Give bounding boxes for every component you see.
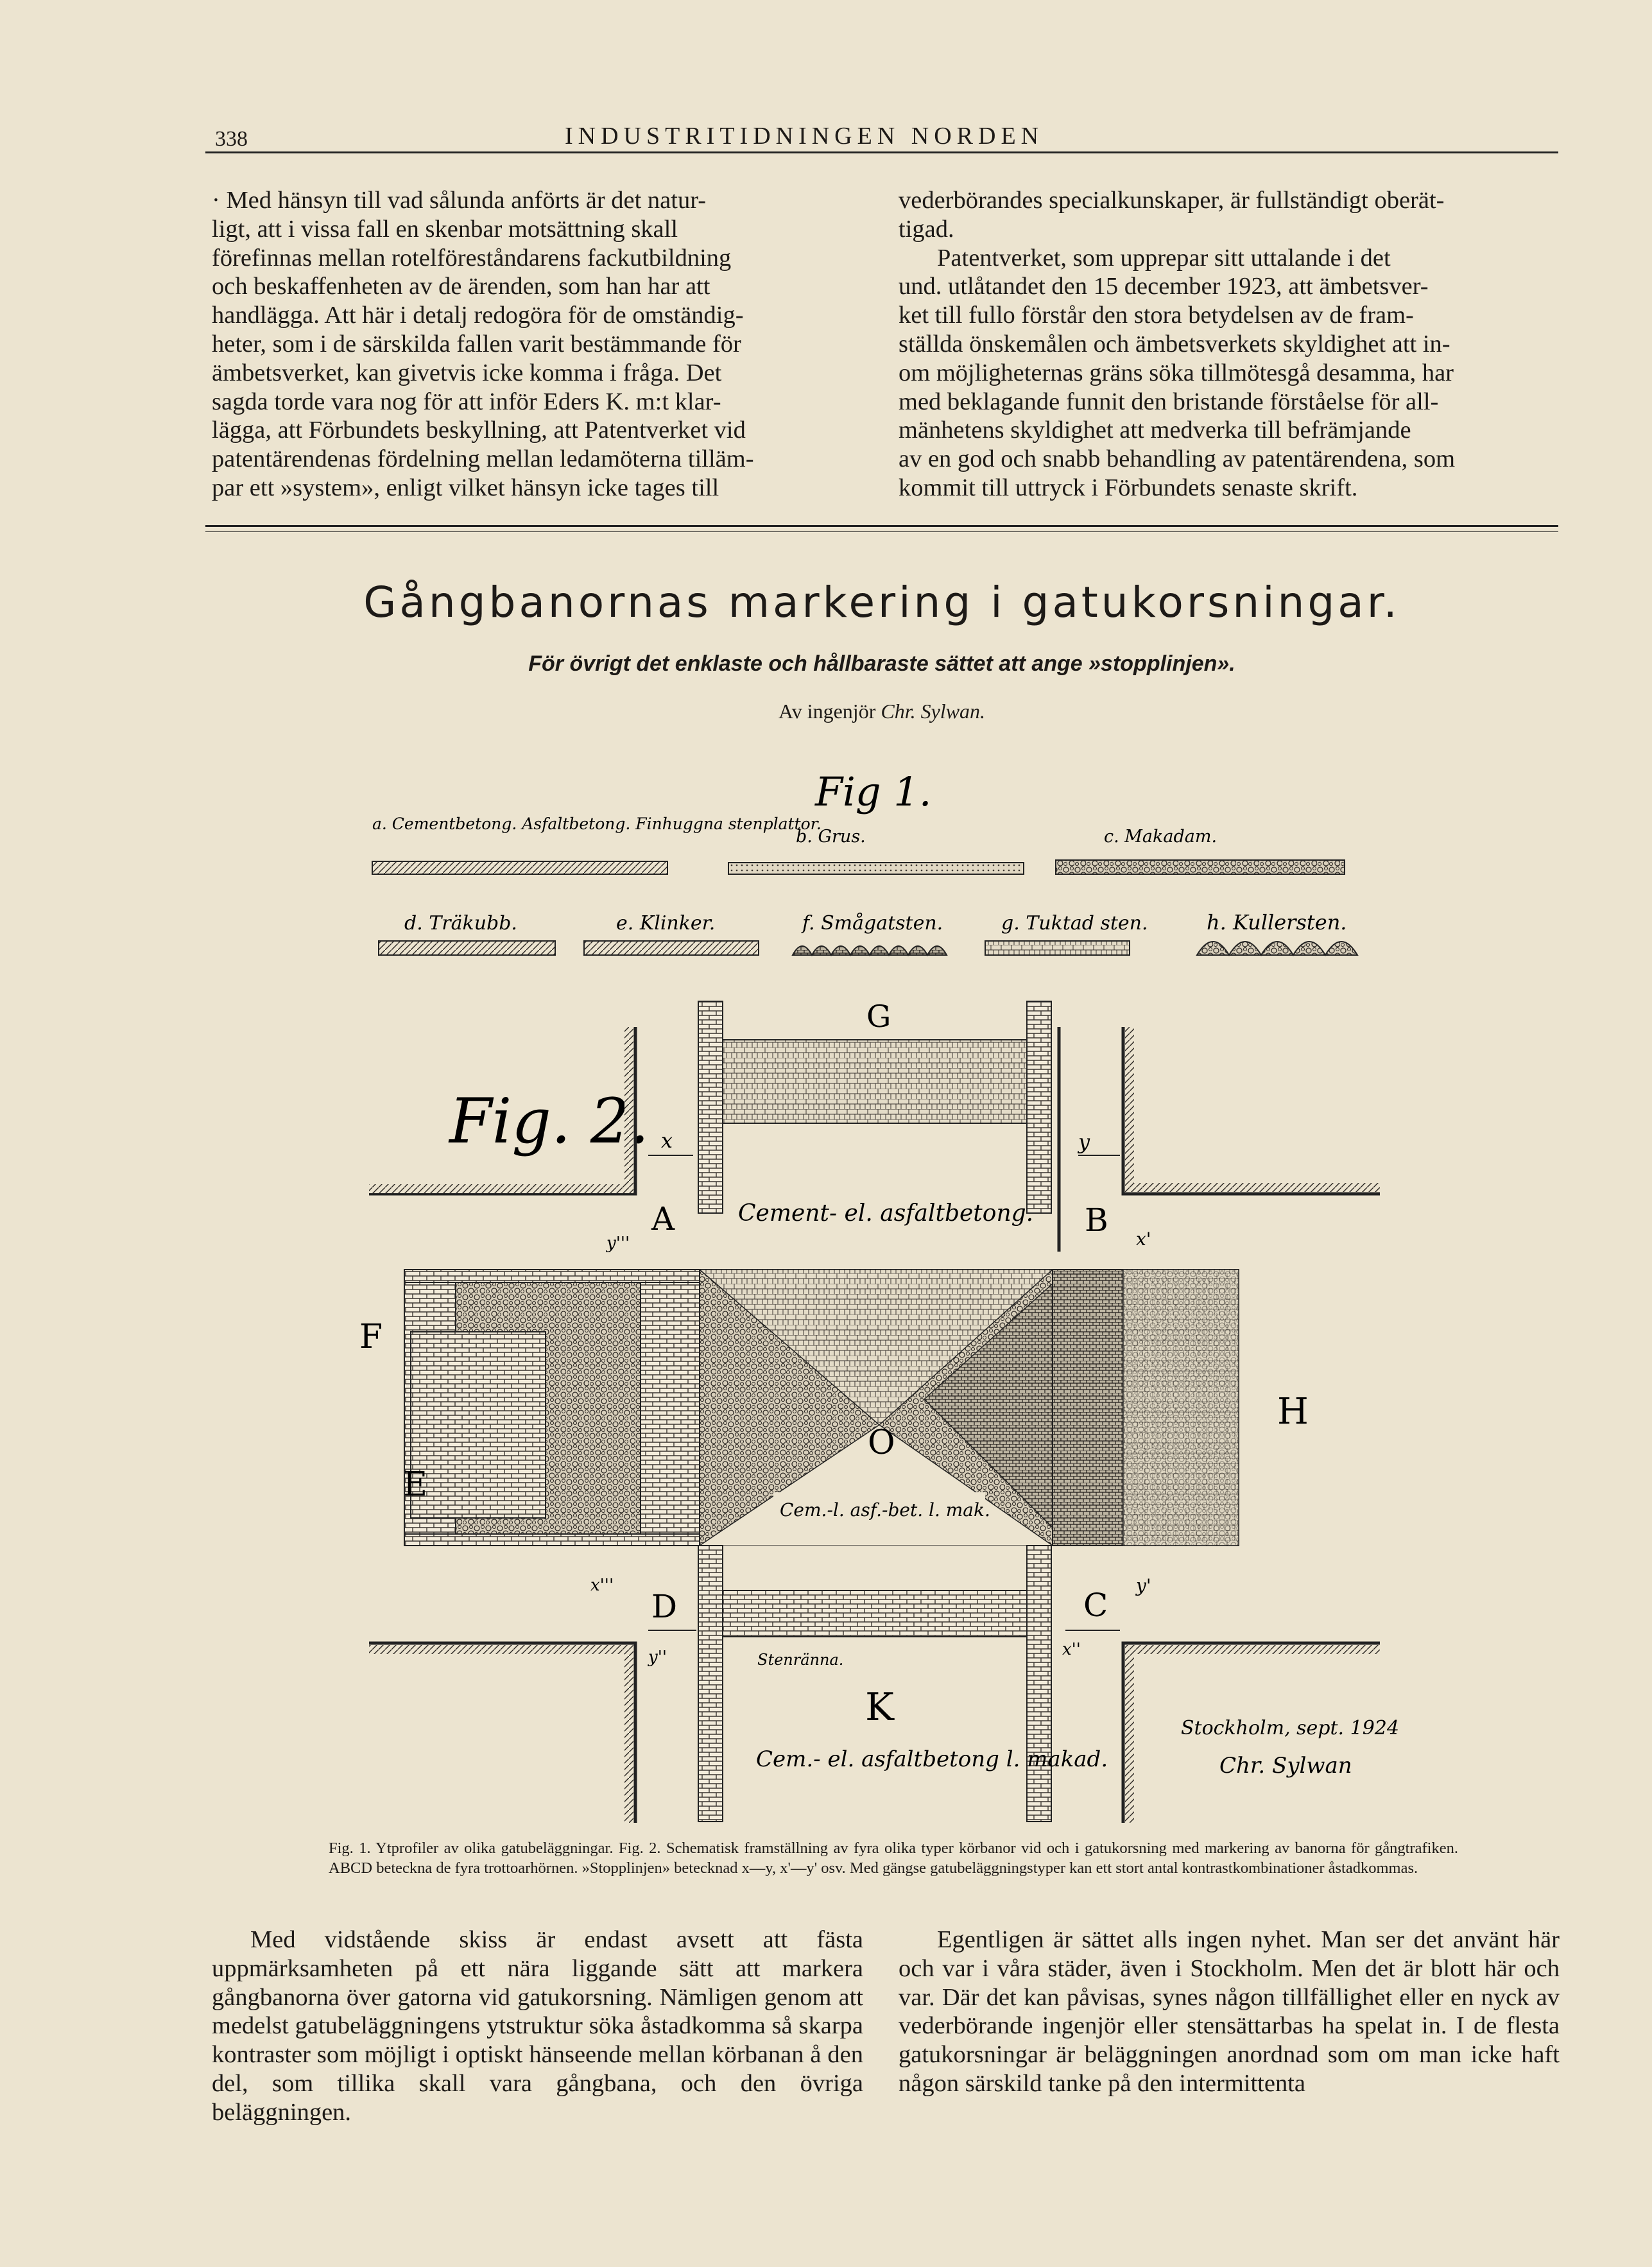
note-bottom: Cem.- el. asfaltbetong l. makad.: [756, 1746, 1108, 1772]
profile-g: [985, 941, 1130, 955]
signature-place-date: Stockholm, sept. 1924: [1181, 1717, 1399, 1739]
profile-d-label: d. Träkubb.: [404, 912, 517, 935]
bottom-left-column: Med vidstående skiss är endast avsett att fästa uppmärksamheten på ett nära liggande sätt att markera gångbanorna över gatorna vid gatukorsning. Nämligen genom att medelst gatubeläggningens ytstruktur söka åstadkomma så skarpa kontraster som möjligt i optiskt hänseende mellan körbanan å den del, som tillika skall vara gångbana, och den övriga beläggningen.: [212, 1926, 863, 2126]
corner-b-hatch: [1130, 1027, 1380, 1187]
mark-x1: x': [1136, 1228, 1151, 1250]
signature-name: Chr. Sylwan: [1219, 1753, 1352, 1779]
label-f: F: [359, 1318, 383, 1356]
mark-y3: y''': [607, 1234, 630, 1253]
running-title: INDUSTRITIDNINGEN NORDEN: [565, 123, 1044, 150]
gutter-g-right: [1027, 1001, 1051, 1213]
gutter-k-left: [698, 1546, 723, 1822]
fig2-label: Fig. 2.: [449, 1085, 650, 1157]
text-line: om möjligheternas gräns söka tillmötesgå desamma, har: [899, 359, 1454, 386]
profile-a: [372, 861, 667, 874]
profile-d: [379, 941, 555, 955]
crosswalk-bc: [1053, 1270, 1123, 1546]
text-line: kommit till uttryck i Förbundets senaste skrift.: [899, 474, 1358, 501]
text-line: patentärendenas fördelning mellan ledamöterna tilläm-: [212, 445, 754, 473]
profile-a-label: a. Cementbetong. Asfaltbetong. Finhuggna stenplattor.: [372, 815, 822, 833]
note-gutter: Stenränna.: [757, 1651, 844, 1669]
profile-c: [1056, 860, 1345, 874]
profile-b-label: b. Grus.: [796, 827, 866, 847]
text-line: med beklagande funnit den bristande förståelse för all-: [899, 388, 1439, 415]
mark-x: x: [661, 1128, 673, 1153]
text-line: förefinnas mellan rotelföreståndarens fackutbildning: [212, 244, 732, 272]
text-line: heter, som i de särskilda fallen varit bestämmande för: [212, 330, 741, 358]
gutter-k-right: [1027, 1546, 1051, 1822]
text-line: vederbörandes specialkunskaper, är fullständigt oberät-: [899, 187, 1445, 214]
note-top: Cement- el. asfaltbetong.: [738, 1200, 1034, 1227]
profile-e: [584, 941, 759, 955]
text-line: av en god och snabb behandling av patentärendena, som: [899, 445, 1456, 473]
profile-h-label: h. Kullersten.: [1207, 910, 1347, 935]
label-g: G: [866, 999, 891, 1035]
corner-d-hatch: [369, 1650, 629, 1823]
text-line: ket till fullo förstår den stora betydelsen av de fram-: [899, 302, 1414, 329]
label-k: K: [865, 1685, 894, 1730]
label-b: B: [1085, 1202, 1108, 1239]
mark-x3: x''': [590, 1576, 614, 1595]
text-line: par ett »system», enligt vilket hänsyn icke tages till: [212, 474, 719, 501]
bottom-right-column: Egentligen är sättet alls ingen nyhet. Man ser det använt här och var i våra städer, även i Stockholm. Men det är blott här och var. Där det kan påvisas, synes någon tillfällighet eller en nyck av vederbörande ingenjör eller stensättarbas ha spelat in. I de flesta gatukorsningar är beläggningen anordnad som om man icke haft någon särskild tanke på den intermittenta: [899, 1926, 1560, 2097]
label-e: E: [403, 1465, 427, 1504]
text-line: lägga, att Förbundets beskyllning, att Patentverket vid: [212, 417, 746, 444]
label-h: H: [1277, 1391, 1309, 1433]
street-e-inner: [411, 1332, 546, 1518]
figure-caption: Fig. 1. Ytprofiler av olika gatubeläggningar. Fig. 2. Schematisk framställning av fyra olika typer körbanor vid och i gatukorsning med markering av banorna för gångtrafiken. ABCD beteckna de fyra trottoarhörnen. »Stopplinjen» betecknad x—y, x'—y' osv. Med gängse gatubeläggningstyper kan ett stort antal kontrastkombinationer åstadkommas.: [329, 1840, 1458, 1877]
crosswalk-ad: [641, 1270, 700, 1546]
mark-y: y: [1078, 1130, 1090, 1154]
article-subtitle: För övrigt det enklaste och hållbaraste sättet att ange »stopplinjen».: [528, 651, 1235, 676]
gutter-fe-bottom: [404, 1534, 700, 1546]
gutter-fe-top: [404, 1270, 700, 1282]
byline-prefix: Av ingenjör: [778, 700, 876, 723]
text-line: och beskaffenheten av de ärenden, som han har att: [212, 273, 710, 300]
text-line: mänhetens skyldighet att medverka till befrämjande: [899, 417, 1411, 444]
gutter-g-left: [698, 1001, 723, 1213]
page-number: 338: [215, 127, 248, 151]
text-line: ligt, att i vissa fall en skenbar motsättning skall: [212, 215, 678, 243]
note-center: Cem.-l. asf.-bet. l. mak.: [780, 1499, 990, 1521]
corner-d-curb: [369, 1643, 635, 1823]
figure2-intersection: [359, 999, 1399, 1823]
profile-c-label: c. Makadam.: [1104, 827, 1217, 847]
mark-y1: y': [1136, 1575, 1151, 1596]
text-line: tigad.: [899, 215, 954, 243]
text-line: und. utlåtandet den 15 december 1923, att ämbetsver-: [899, 273, 1429, 300]
text-line: · Med hänsyn till vad sålunda anförts är det natur-: [212, 187, 707, 214]
text-line: sagda torde vara nog för att inför Eders K. m:t klar-: [212, 388, 721, 415]
profile-f: [793, 946, 947, 955]
profile-g-label: g. Tuktad sten.: [1001, 912, 1148, 935]
label-c: C: [1083, 1587, 1108, 1624]
g-cement-band: [723, 1040, 1027, 1123]
figure1-profiles: [372, 768, 1357, 955]
profile-f-label: f. Smågatsten.: [802, 912, 943, 935]
profile-e-label: e. Klinker.: [616, 912, 716, 935]
street-k: [698, 1546, 1051, 1822]
text-line: ämbetsverket, kan givetvis icke komma i fråga. Det: [212, 359, 722, 386]
mark-y2: y'': [648, 1648, 667, 1667]
profile-h: [1197, 942, 1357, 955]
fig1-label: Fig 1.: [815, 768, 932, 815]
crosswalk-dc: [723, 1590, 1027, 1637]
street-h-fill: [1123, 1270, 1239, 1546]
label-d: D: [651, 1588, 678, 1625]
label-a: A: [651, 1200, 675, 1237]
mark-x2: x'': [1062, 1640, 1081, 1659]
text-line: ställda önskemålen och ämbetsverkets skyldighet att in-: [899, 330, 1450, 358]
article-title: Gångbanornas markering i gatukorsningar.: [363, 578, 1400, 627]
text-line: Patentverket, som upprepar sitt uttalande i det: [937, 244, 1391, 272]
text-line: handlägga. Att här i detalj redogöra för de omständig-: [212, 302, 744, 329]
label-o: O: [868, 1424, 895, 1462]
profile-b: [728, 863, 1024, 874]
byline-author: Chr. Sylwan.: [881, 700, 986, 723]
